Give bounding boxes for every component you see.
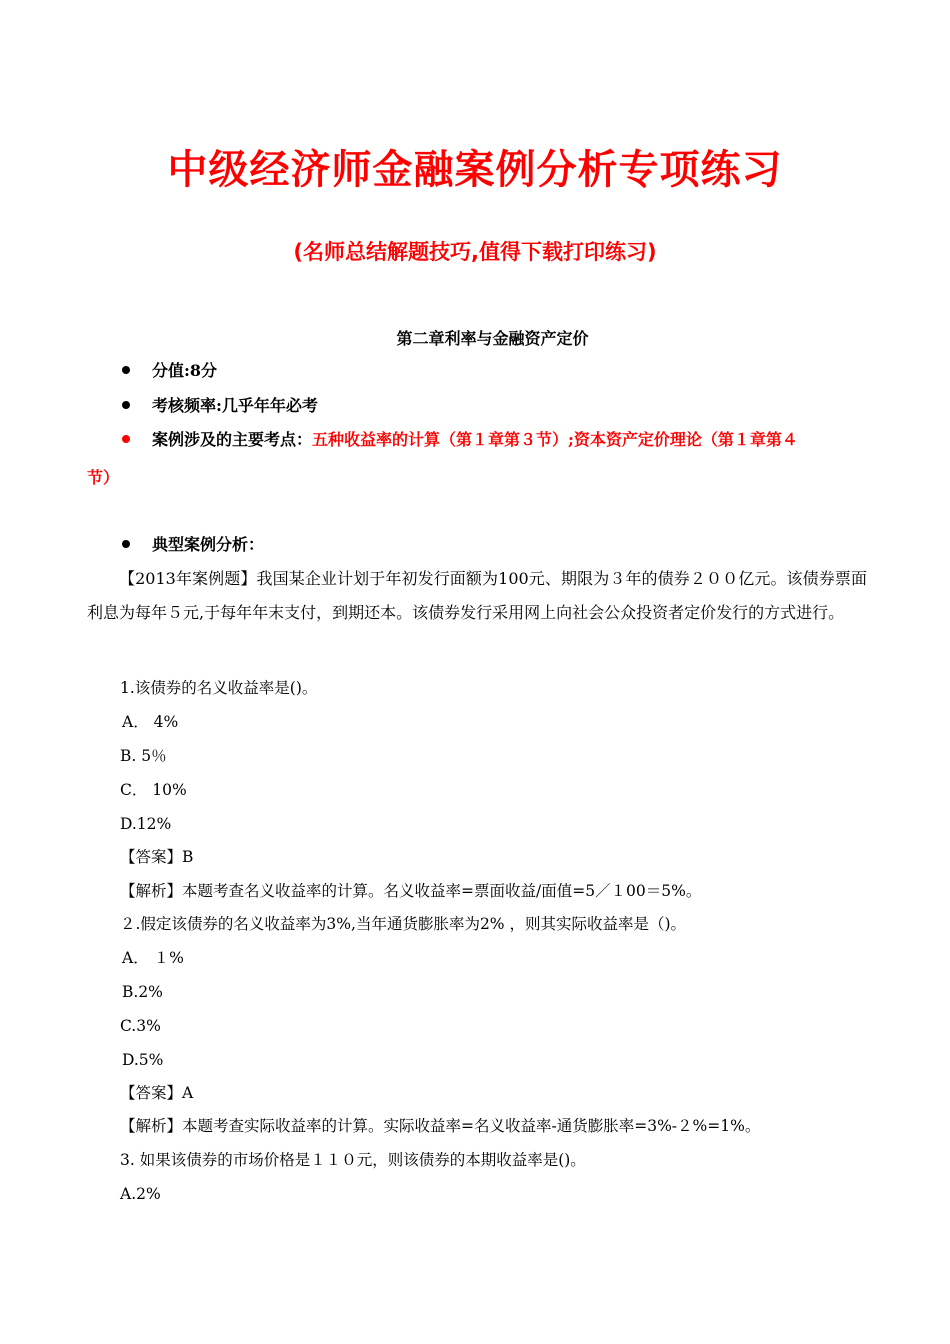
bullet-icon [122, 401, 130, 409]
q3-option-a: A.2% [120, 1185, 161, 1203]
document-subtitle: (名师总结解题技巧,值得下载打印练习) [293, 240, 657, 264]
q1-option-c: C． 10% [120, 781, 187, 799]
q2-answer: 【答案】A [120, 1084, 194, 1102]
key-points-text: 五种收益率的计算（第１章第３节）;资本资产定价理论（第１章第４ [312, 430, 798, 449]
q2-question: ２.假定该债券的名义收益率为3%,当年通货膨胀率为2% ，则其实际收益率是（)。 [120, 915, 687, 933]
q2-option-b: B.2% [122, 983, 163, 1001]
q1-question: 1.该债券的名义收益率是()。 [120, 679, 318, 697]
chapter-heading: 第二章利率与金融资产定价 [396, 329, 589, 348]
document-title: 中级经济师金融案例分析专项练习 [167, 147, 783, 193]
q1-option-d: D.12% [120, 815, 172, 833]
q1-answer: 【答案】B [120, 848, 194, 866]
bullet-key-points [122, 430, 798, 450]
bullet-icon [122, 435, 130, 443]
q1-analysis: 【解析】本题考查名义收益率的计算。名义收益率=票面收益/面值=5／１00＝5%。 [120, 882, 702, 900]
bullet-frequency: 考核频率:几乎年年必考 [122, 396, 318, 416]
q1-option-b: B. 5％ [120, 747, 167, 765]
key-points-wrap: 节） [87, 468, 120, 487]
bullet-analysis: 典型案例分析： [122, 535, 264, 555]
q2-option-d: D.5% [122, 1051, 164, 1069]
q2-analysis: 【解析】本题考查实际收益率的计算。实际收益率=名义收益率-通货膨胀率=3%-２%=1%。 [120, 1117, 761, 1135]
bullet-icon [122, 366, 130, 374]
bullet-icon [122, 540, 130, 548]
q2-option-c: C.3% [120, 1017, 161, 1035]
key-points-label: 案例涉及的主要考点： [152, 430, 313, 449]
case-intro: 【2013年案例题】我国某企业计划于年初发行面额为100元、期限为３年的债券２００亿元。该债券票面利息为每年５元,于每年年末支付，到期还本。该债券发行采用网上向社会公众投资者定价发行的方式进行。 [87, 569, 867, 622]
q3-question: 3. 如果该债券的市场价格是１１０元，则该债券的本期收益率是()。 [120, 1151, 586, 1169]
q2-option-a: A． １% [122, 949, 184, 967]
bullet-score: 分值:8分 [122, 361, 217, 381]
q1-option-a: A． 4% [122, 713, 179, 731]
